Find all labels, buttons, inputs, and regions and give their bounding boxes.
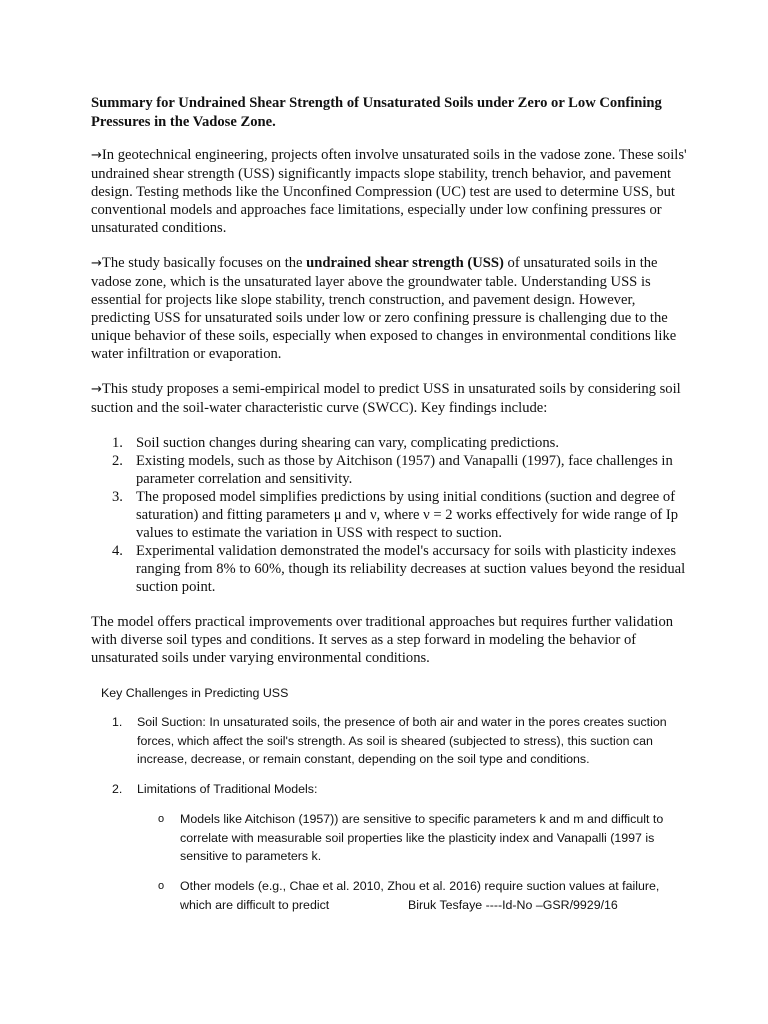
list-item-number: 3. (112, 489, 123, 505)
intro-paragraph (91, 146, 691, 237)
focus-text-pre: The study basically focuses on the (101, 255, 307, 271)
challenge-text: Limitations of Traditional Models: (137, 782, 318, 796)
list-item-text: Existing models, such as those by Aitchison (1957) and Vanapalli (1997), face challenges in parameter correlation and sensitivity. (136, 453, 673, 487)
sub-list-line: which are difficult to predict (180, 897, 330, 912)
challenge-number: 2. (112, 782, 123, 796)
focus-text-post: of unsaturated soils in the vadose zone, which is the unsaturated layer above the groundwater table. Understanding USS is essential for projects like slope stability, trench construction, and pavement design. However, predicting USS for unsaturated soils under low or zero confining pressure is challenging due to the unique behavior of these soils, especially when exposed to changes in environmental conditions like water infiltration or evaporation. (91, 255, 677, 362)
sub-list-line: Other models (e.g., Chae et al. 2010, Zhou et al. 2016) require suction values at failure, (180, 879, 660, 893)
list-item (91, 452, 691, 488)
list-item-text: Experimental validation demonstrated the model's accursacy for soils with plasticity indexes ranging from 8% to 60%, though its reliability decreases at suction values beyond the residual suction point. (136, 543, 686, 595)
list-item-text: Soil suction changes during shearing can vary, complicating predictions. (136, 435, 559, 451)
proposal-paragraph (91, 380, 691, 417)
findings-list (91, 434, 691, 596)
challenge-item (112, 713, 682, 769)
author-signature: Biruk Tesfaye ----Id-No –GSR/9929/16 (408, 898, 618, 912)
focus-paragraph (91, 254, 691, 363)
arrow-icon: → (91, 148, 102, 163)
circle-bullet-icon: o (158, 813, 165, 825)
list-item-text: The proposed model simplifies predictions by using initial conditions (suction and degree of saturation) and fitting parameters μ and ν, where ν = 2 works effectively for wide range of Ip values to estimate the variation in USS with respect to suction. (136, 489, 679, 541)
sub-list-item (158, 810, 678, 866)
proposal-text: This study proposes a semi-empirical model to predict USS in unsaturated soils by considering soil suction and the soil-water characteristic curve (SWCC). Key findings include: (91, 381, 681, 416)
challenge-number: 1. (112, 715, 123, 729)
arrow-icon: → (91, 256, 102, 271)
list-item (91, 434, 691, 452)
focus-text-bold: undrained shear strength (USS) (306, 255, 504, 271)
document-title: Summary for Undrained Shear Strength of Unsaturated Soils under Zero or Low Confining Pressures in the Vadose Zone. (91, 95, 662, 130)
list-item-number: 2. (112, 453, 123, 469)
sub-list-text: Models like Aitchison (1957)) are sensitive to specific parameters k and m and difficult to correlate with measurable soil properties like the plasticity index and Vanapalli (1997 is sensitive to parameters k. (180, 812, 664, 863)
conclusion-paragraph: The model offers practical improvements over traditional approaches but requires further validation with diverse soil types and conditions. It serves as a step forward in modeling the behavior of unsaturated soils under varying environmental conditions. (91, 614, 674, 666)
list-item (91, 488, 691, 542)
circle-bullet-icon: o (158, 880, 165, 892)
arrow-icon: → (91, 382, 102, 397)
list-item-number: 4. (112, 543, 123, 559)
list-item-number: 1. (112, 435, 123, 451)
intro-text: In geotechnical engineering, projects often involve unsaturated soils in the vadose zone. These soils' undrained shear strength (USS) significantly impacts slope stability, trench behavior, and pavement design. Testing methods like the Unconfined Compression (UC) test are used to determine USS, but conventional models and approaches face limitations, especially under low confining pressures or unsaturated conditions. (91, 147, 687, 236)
challenge-text: Soil Suction: In unsaturated soils, the presence of both air and water in the pores creates suction forces, which affect the soil's strength. As soil is sheared (subjected to stress), this suction can increase, decrease, or remain constant, depending on the soil type and conditions. (137, 715, 667, 766)
challenges-heading: Key Challenges in Predicting USS (101, 686, 289, 700)
list-item (91, 542, 691, 596)
challenge-item (112, 780, 682, 799)
